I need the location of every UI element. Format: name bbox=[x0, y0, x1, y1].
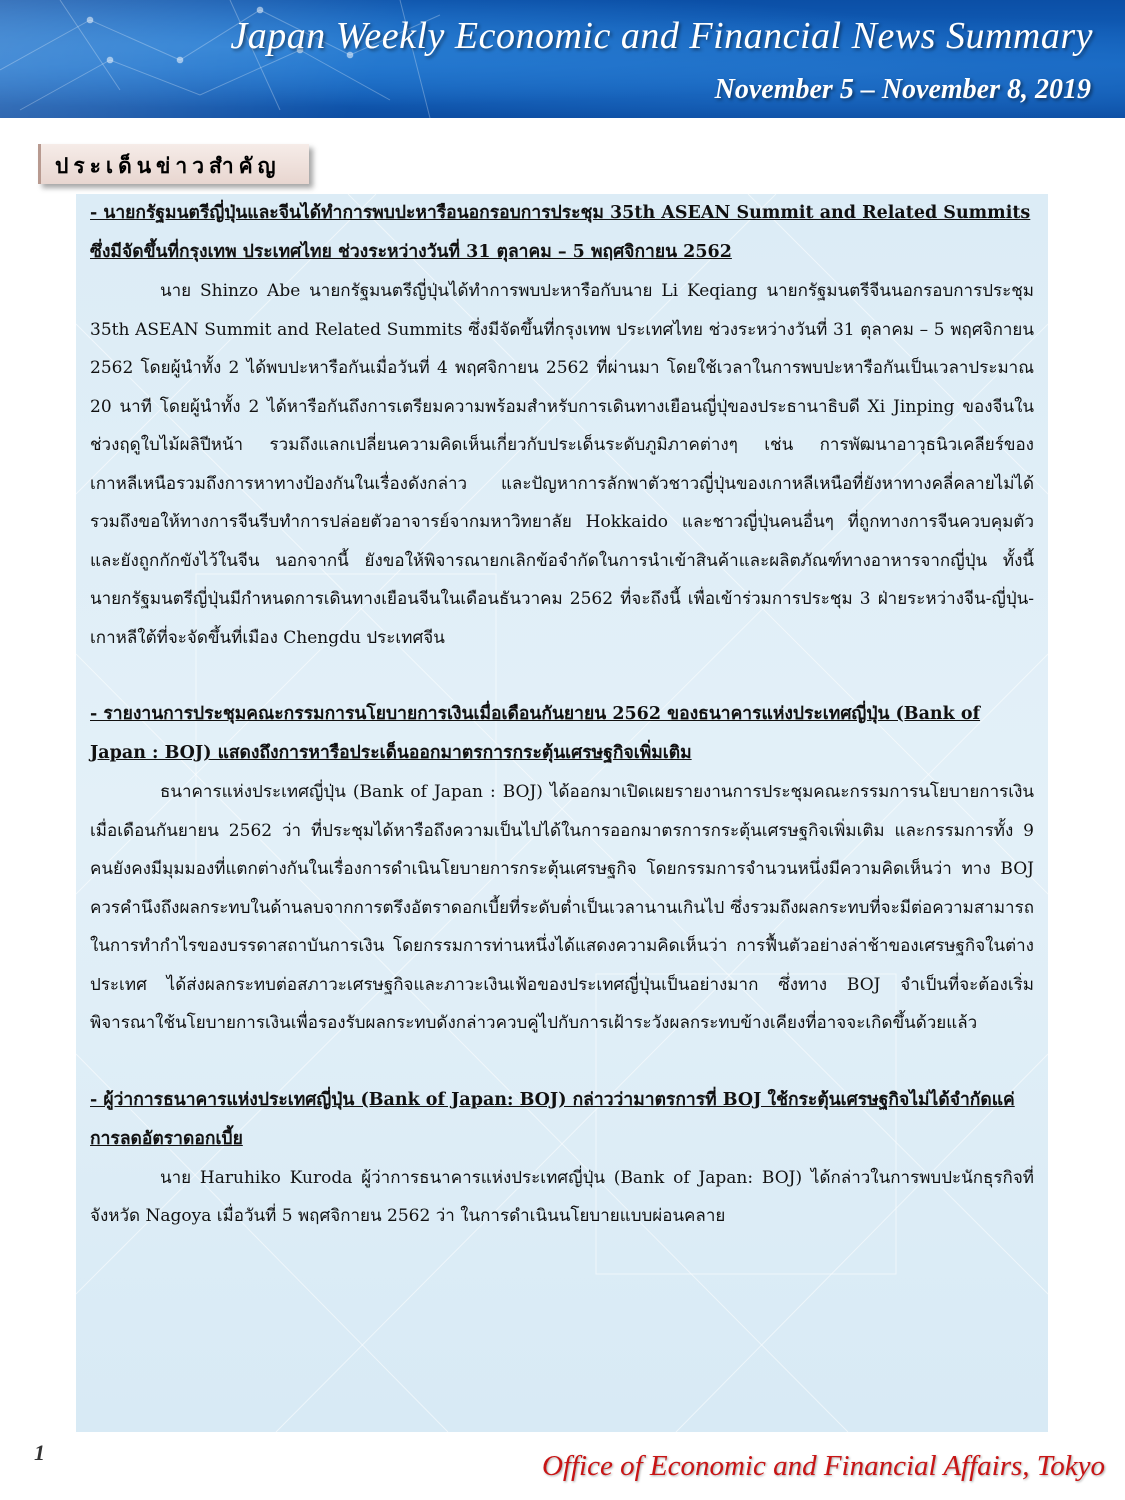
news-article-3 bbox=[76, 1081, 1048, 1236]
section-heading-label: ประเด็นข่าวสำคัญ bbox=[55, 154, 281, 178]
header-banner bbox=[0, 0, 1125, 118]
report-date-range: November 5 – November 8, 2019 bbox=[714, 74, 1091, 105]
report-title: Japan Weekly Economic and Financial News Summary bbox=[230, 15, 1093, 57]
news-content-panel bbox=[76, 194, 1048, 1432]
article-body: ธนาคารแห่งประเทศญี่ปุ่น (Bank of Japan : BOJ) ได้ออกมาเปิดเผยรายงานการประชุมคณะกรรมการนโยบายการเงินเมื่อเดือนกันยายน 2562 ว่า ที่ประชุมได้หารือถึงความเป็นไปได้ในการออกมาตรการกระตุ้นเศรษฐกิจเพิ่มเติม และกรรมการทั้ง 9 คนยังคงมีมุมมองที่แตกต่างกันในเรื่องการดำเนินโยบายการกระตุ้นเศรษฐกิจ โดยกรรมการจำนวนหนึ่งมีความคิดเห็นว่า ทาง BOJ ควรคำนึงถึงผลกระทบในด้านลบจากการตรึงอัตราดอกเบี้ยที่ระดับต่ำเป็นเวลานานเกินไป ซึ่งรวมถึงผลกระทบที่จะมีต่อความสามารถในการทำกำไรของบรรดาสถาบันการเงิน โดยกรรมการท่านหนึ่งได้แสดงความคิดเห็นว่า การฟื้นตัวอย่างล่าช้าของเศรษฐกิจในต่างประเทศ ได้ส่งผลกระทบต่อสภาวะเศรษฐกิจและภาวะเงินเฟ้อของประเทศญี่ปุ่นเป็นอย่างมาก ซึ่งทาง BOJ จำเป็นที่จะต้องเริ่มพิจารณาใช้นโยบายการเงินเพื่อรองรับผลกระทบดังกล่าวควบคู่ไปกับการเฝ้าระวังผลกระทบข้างเคียงที่อาจจะเกิดขึ้นด้วยแล้ว bbox=[90, 782, 1034, 1033]
news-article-1 bbox=[76, 194, 1048, 657]
section-heading bbox=[38, 144, 309, 184]
article-headline: - นายกรัฐมนตรีญี่ปุ่นและจีนได้ทำการพบปะหารือนอกรอบการประชุม 35th ASEAN Summit and Related Summits ซึ่งมีจัดขึ้นที่กรุงเทพ ประเทศไทย ช่วงระหว่างวันที่ 31 ตุลาคม – 5 พฤศจิกายน 2562 bbox=[90, 203, 1031, 262]
news-article-2 bbox=[76, 695, 1048, 1043]
article-headline: - ผู้ว่าการธนาคารแห่งประเทศญี่ปุ่น (Bank of Japan: BOJ) กล่าวว่ามาตรการที่ BOJ ใช้กระตุ้นเศรษฐกิจไม่ได้จำกัดแค่การลดอัตราดอกเบี้ย bbox=[90, 1089, 1015, 1149]
article-headline: - รายงานการประชุมคณะกรรมการนโยบายการเงินเมื่อเดือนกันยายน 2562 ของธนาคารแห่งประเทศญี่ปุ่น (Bank of Japan : BOJ) แสดงถึงการหารือประเด็นออกมาตรการกระตุ้นเศรษฐกิจเพิ่มเติม bbox=[90, 704, 981, 763]
article-body: นาย Haruhiko Kuroda ผู้ว่าการธนาคารแห่งประเทศญี่ปุ่น (Bank of Japan: BOJ) ได้กล่าวในการพบปะนักธุรกิจที่จังหวัด Nagoya เมื่อวันที่ 5 พฤศจิกายน 2562 ว่า ในการดำเนินนโยบายแบบผ่อนคลาย bbox=[90, 1167, 1034, 1226]
page-number: 1 bbox=[34, 1440, 45, 1465]
office-name: Office of Economic and Financial Affairs, Tokyo bbox=[541, 1450, 1105, 1482]
article-body: นาย Shinzo Abe นายกรัฐมนตรีญี่ปุ่นได้ทำการพบปะหารือกับนาย Li Keqiang นายกรัฐมนตรีจีนนอกรอบการประชุม 35th ASEAN Summit and Related Summits ซึ่งมีจัดขึ้นที่กรุงเทพ ประเทศไทย ช่วงระหว่างวันที่ 31 ตุลาคม – 5 พฤศจิกายน 2562 โดยผู้นำทั้ง 2 ได้พบปะหารือกันเมื่อวันที่ 4 พฤศจิกายน 2562 ที่ผ่านมา โดยใช้เวลาในการพบปะหารือกันเป็นเวลาประมาณ 20 นาที โดยผู้นำทั้ง 2 ได้หารือกันถึงการเตรียมความพร้อมสำหรับการเดินทางเยือนญี่ปุ่ของประธานาธิบดี Xi Jinping ของจีนในช่วงฤดูใบไม้ผลิปีหน้า รวมถึงแลกเปลี่ยนความคิดเห็นเกี่ยวกับประเด็นระดับภูมิภาคต่างๆ เช่น การพัฒนาอาวุธนิวเคลียร์ของเกาหลีเหนือรวมถึงการหาทางป้องกันในเรื่องดังกล่าว และปัญหาการลักพาตัวชาวญี่ปุ่นของเกาหลีเหนือที่ยังหาทางคลี่คลายไม่ได้ รวมถึงขอให้ทางการจีนรีบทำการปล่อยตัวอาจารย์จากมหาวิทยาลัย Hokkaido และชาวญี่ปุ่นคนอื่นๆ ที่ถูกทางการจีนควบคุมตัวและยังถูกกักขังไว้ในจีน นอกจากนี้ ยังขอให้พิจารณายกเลิกข้อจำกัดในการนำเข้าสินค้าและผลิตภัณฑ์ทางอาหารจากญี่ปุ่น ทั้งนี้ นายกรัฐมนตรีญี่ปุ่นมีกำหนดการเดินทางเยือนจีนในเดือนธันวาคม 2562 ที่จะถึงนี้ เพื่อเข้าร่วมการประชุม 3 ฝ่ายระหว่างจีน-ญี่ปุ่น-เกาหลีใต้ที่จะจัดขึ้นที่เมือง Chengdu ประเทศจีน bbox=[90, 281, 1034, 648]
